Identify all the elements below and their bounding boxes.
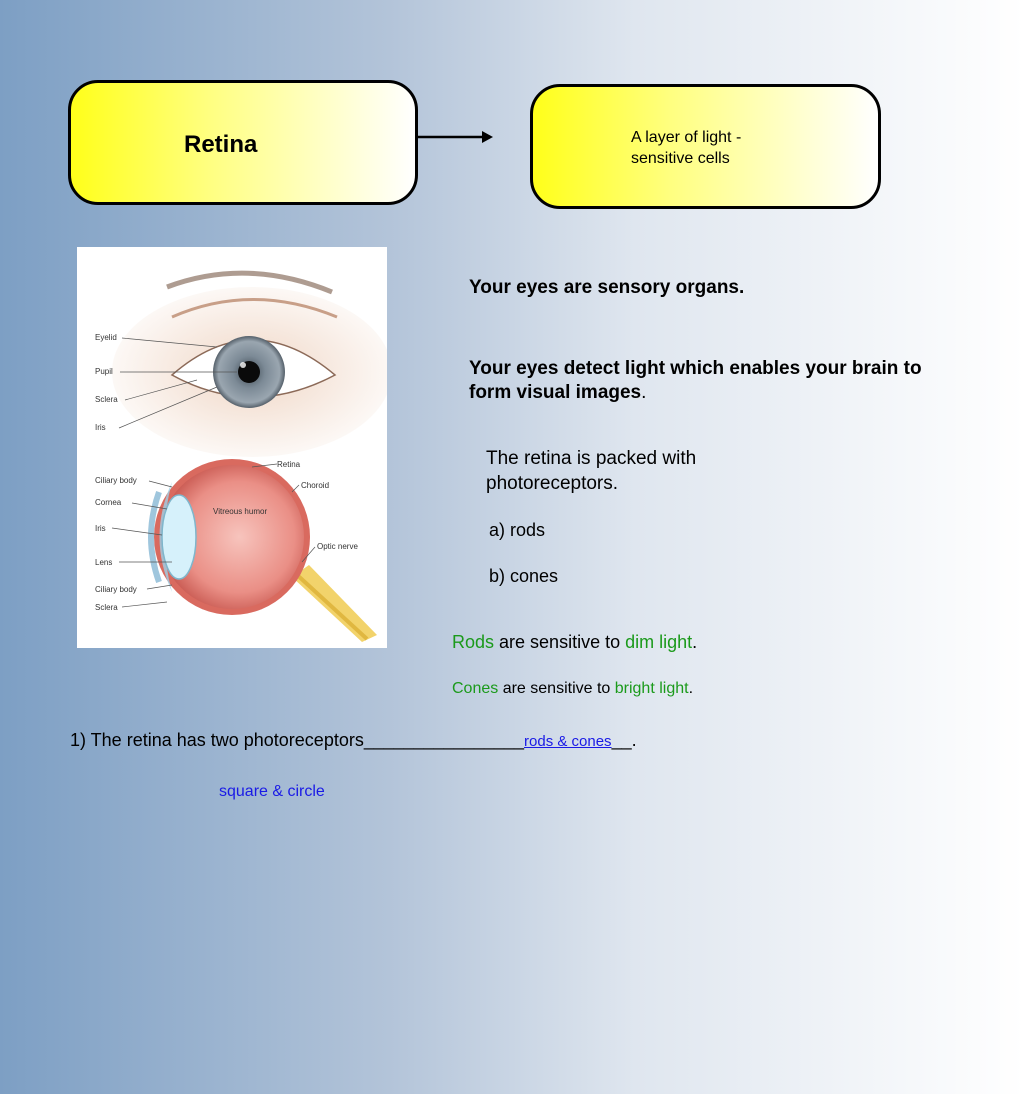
question-period: .: [631, 730, 637, 750]
concept-title: Retina: [184, 131, 258, 158]
label-sclera: Sclera: [95, 395, 118, 404]
label-lens: Lens: [95, 558, 113, 567]
packed-line-2: photoreceptors.: [486, 473, 619, 494]
answer-rods-and-cones[interactable]: rods & cones: [524, 733, 612, 750]
detect-light-line-2-text: form visual images: [469, 382, 642, 403]
answer-square-and-circle[interactable]: square & circle: [219, 783, 325, 800]
cones-light: bright light: [614, 680, 689, 697]
definition-box: [530, 84, 881, 209]
question-prefix: 1) The retina has two photoreceptors: [70, 730, 364, 750]
rods-end: .: [692, 632, 698, 652]
sensory-organs-statement: Your eyes are sensory organs.: [469, 277, 745, 298]
cones-end: .: [688, 680, 694, 697]
detect-light-line-2: [469, 382, 646, 404]
packed-line-1: The retina is packed with: [486, 448, 697, 469]
label-sclera-section: Sclera: [95, 603, 118, 612]
definition-text: [631, 127, 791, 169]
eye-anatomy-figure: [77, 247, 387, 648]
list-item-rods: a) rods: [489, 520, 546, 540]
rods-word: Rods: [452, 632, 495, 652]
label-cornea: Cornea: [95, 498, 122, 507]
rods-light: dim light: [625, 632, 693, 652]
label-vitreous-humor: Vitreous humor: [213, 507, 268, 516]
label-choroid: Choroid: [301, 481, 330, 490]
label-optic-nerve: Optic nerve: [317, 542, 358, 551]
concept-box-retina: [68, 80, 418, 205]
detect-light-line-1: Your eyes detect light which enables your brain to: [469, 358, 922, 379]
question-1: [70, 730, 637, 751]
label-iris: Iris: [95, 423, 106, 432]
rods-mid: are sensitive to: [494, 632, 626, 652]
label-ciliary-body-bottom: Ciliary body: [95, 585, 137, 594]
label-iris-section: Iris: [95, 524, 106, 533]
definition-line-2: sensitive cells: [631, 150, 730, 167]
cones-mid: are sensitive to: [498, 680, 615, 697]
cones-sensitivity: [452, 680, 693, 698]
label-ciliary-body-top: Ciliary body: [95, 476, 137, 485]
definition-line-1: A layer of light -: [631, 129, 742, 146]
outer-eye-view: [112, 273, 387, 457]
list-item-cones: b) cones: [489, 566, 559, 586]
rods-sensitivity: [452, 632, 697, 653]
question-blank-start: ________________: [363, 730, 525, 750]
label-pupil: Pupil: [95, 367, 113, 376]
label-eyelid: Eyelid: [95, 333, 117, 342]
label-retina: Retina: [277, 460, 301, 469]
retina-packed-statement: [486, 446, 696, 496]
arrow-right-icon: [418, 128, 496, 146]
cones-word: Cones: [452, 680, 499, 697]
question-blank-end: __: [611, 730, 632, 750]
detect-light-period: .: [641, 382, 647, 403]
